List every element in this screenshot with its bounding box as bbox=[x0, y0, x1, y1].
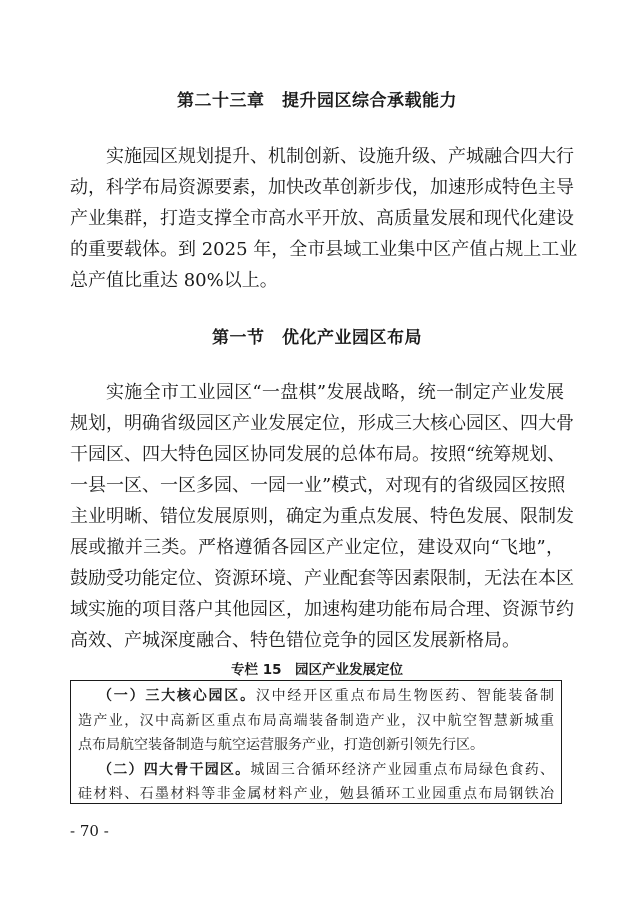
box-item-heading: （一）三大核心园区。 bbox=[98, 688, 256, 704]
page-number: - 70 - bbox=[70, 822, 109, 840]
paragraph-line: 干园区、四大特色园区协同发展的总体布局。按照“统筹规划、 bbox=[70, 444, 566, 465]
section-paragraph bbox=[70, 377, 574, 656]
info-box-content bbox=[78, 684, 554, 804]
info-box bbox=[70, 680, 562, 804]
box-item-text: 汉中经开区重点布局生物医药、智能装备制 bbox=[255, 688, 555, 704]
box-line: 造产业，汉中高新区重点布局高端装备制造产业，汉中航空智慧新城重 bbox=[78, 712, 554, 729]
paragraph-line: 主业明晰、错位发展原则，确定为重点发展、特色发展、限制发 bbox=[70, 506, 574, 527]
paragraph-line: 域实施的项目落户其他园区，加速构建功能布局合理、资源节约 bbox=[70, 599, 574, 620]
paragraph-line: 展或撤并三类。严格遵循各园区产业定位，建设双向“飞地”， bbox=[70, 537, 564, 558]
paragraph-line: 总产值比重达 80%以上。 bbox=[70, 270, 278, 291]
paragraph-line: 一县一区、一区多园、一园一业”模式，对现有的省级园区按照 bbox=[70, 475, 566, 496]
section-title: 第一节 优化产业园区布局 bbox=[212, 328, 422, 348]
paragraph-line: 动，科学布局资源要素，加快改革创新步伐，加速形成特色主导 bbox=[70, 177, 574, 198]
box-item-heading: （二）四大骨干园区。 bbox=[98, 761, 251, 778]
box-line: 点布局航空装备制造与航空运营服务产业，打造创新引领先行区。 bbox=[78, 737, 484, 753]
paragraph-line: 实施园区规划提升、机制创新、设施升级、产城融合四大行 bbox=[106, 146, 574, 167]
box-line: 硅材料、石墨材料等非金属材料产业，勉县循环工业园重点布局钢铁冶 bbox=[78, 786, 554, 802]
paragraph-line: 产业集群，打造支撑全市高水平开放、高质量发展和现代化建设 bbox=[70, 208, 574, 229]
paragraph-line: 高效、产城深度融合、特色错位竞争的园区发展新格局。 bbox=[70, 630, 520, 651]
paragraph-line: 的重要载体。到 2025 年，全市县域工业集中区产值占规上工业 bbox=[70, 239, 578, 260]
paragraph-line: 鼓励受功能定位、资源环境、产业配套等因素限制，无法在本区 bbox=[70, 568, 574, 589]
box-line bbox=[78, 758, 554, 783]
paragraph-line: 实施全市工业园区“一盘棋”发展战略，统一制定产业发展 bbox=[106, 382, 564, 403]
intro-paragraph bbox=[70, 141, 578, 296]
box-item-text: 城固三合循环经济产业园重点布局绿色食药、 bbox=[250, 761, 555, 778]
chapter-title: 第二十三章 提升园区综合承载能力 bbox=[177, 91, 457, 111]
box-line bbox=[78, 684, 554, 709]
box-title: 专栏 15 园区产业发展定位 bbox=[231, 662, 403, 678]
paragraph-line: 规划，明确省级园区产业发展定位，形成三大核心园区、四大骨 bbox=[70, 413, 574, 434]
